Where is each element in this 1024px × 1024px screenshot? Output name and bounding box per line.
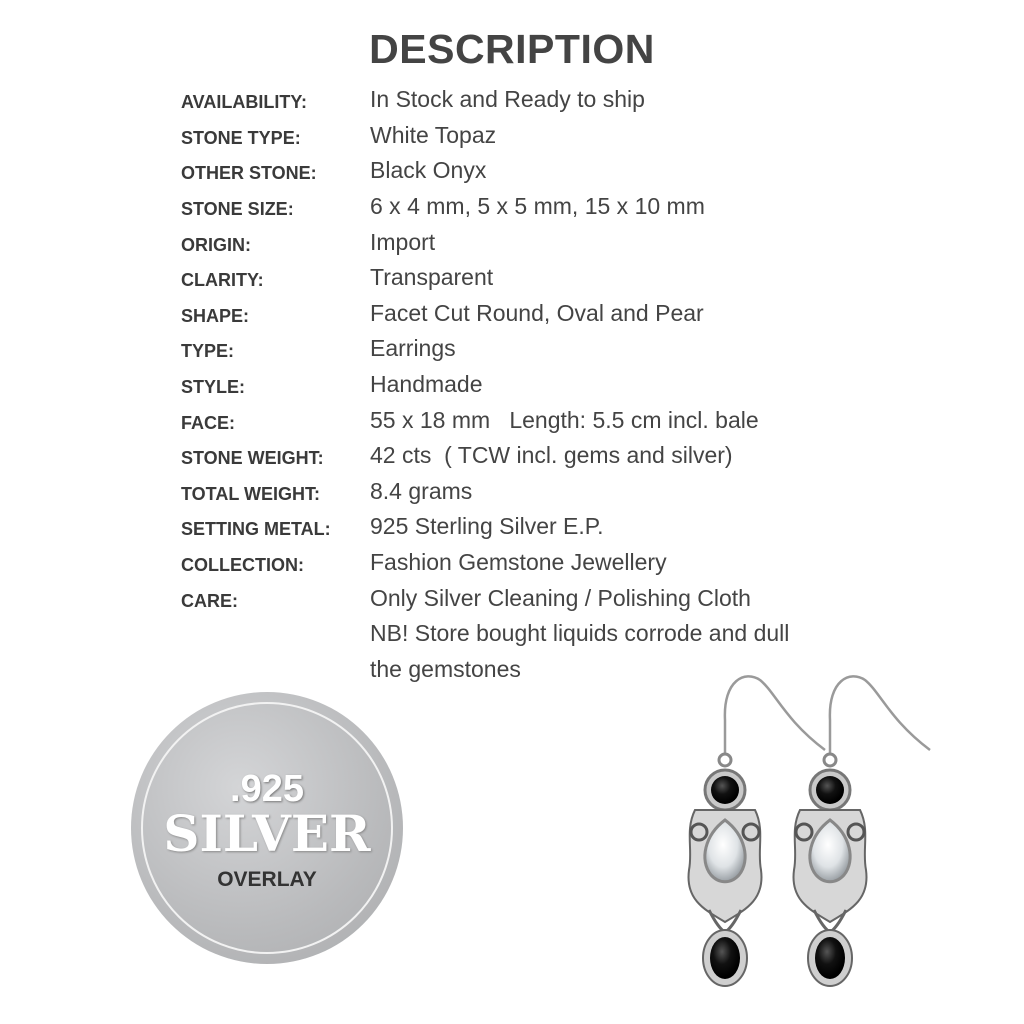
spec-value: 925 Sterling Silver E.P.: [370, 513, 604, 540]
spec-value: Only Silver Cleaning / Polishing Cloth: [370, 584, 751, 611]
spec-label: TOTAL WEIGHT:: [181, 483, 320, 504]
spec-row-stone-type: [181, 118, 789, 154]
spec-value: 42 cts ( TCW incl. gems and silver): [370, 442, 733, 469]
spec-label: COLLECTION:: [181, 555, 304, 576]
spec-value: White Topaz: [370, 121, 497, 148]
spec-row-total-weight: [181, 474, 789, 510]
care-note: the gemstones: [370, 655, 521, 682]
spec-row-setting-metal: [181, 509, 789, 545]
spec-label: TYPE:: [181, 341, 235, 362]
spec-label: AVAILABILITY:: [181, 92, 307, 113]
badge-overlay: OVERLAY: [217, 868, 317, 891]
spec-label: SETTING METAL:: [181, 519, 331, 540]
earring-right: [793, 676, 930, 986]
page-title: DESCRIPTION: [369, 26, 655, 72]
spec-row-stone-size: [181, 189, 789, 225]
spec-label: STYLE:: [181, 377, 246, 398]
spec-value: Black Onyx: [370, 157, 487, 184]
spec-label: FACE:: [181, 412, 235, 433]
spec-list: [181, 82, 789, 687]
spec-row-style: [181, 367, 789, 403]
earrings-photo: [600, 660, 940, 1020]
spec-label: SHAPE:: [181, 305, 250, 326]
spec-value: Handmade: [370, 371, 483, 398]
spec-value: Facet Cut Round, Oval and Pear: [370, 299, 704, 326]
spec-row-stone-weight: [181, 438, 789, 474]
spec-label: STONE WEIGHT:: [181, 448, 324, 469]
spec-row-clarity: [181, 260, 789, 296]
spec-value: Import: [370, 228, 436, 255]
spec-label: CLARITY:: [181, 270, 264, 291]
spec-row-shape: [181, 296, 789, 332]
spec-value: Earrings: [370, 335, 456, 362]
spec-value: 8.4 grams: [370, 477, 473, 504]
spec-value: In Stock and Ready to ship: [370, 86, 645, 113]
care-note: NB! Store bought liquids corrode and dull: [370, 620, 790, 647]
spec-value: Fashion Gemstone Jewellery: [370, 549, 667, 576]
spec-label: STONE TYPE:: [181, 127, 301, 148]
silver-overlay-badge: [131, 692, 403, 964]
spec-label: CARE:: [181, 590, 238, 611]
badge-purity: .925: [230, 768, 304, 810]
spec-label: ORIGIN:: [181, 234, 251, 255]
spec-value: 55 x 18 mm Length: 5.5 cm incl. bale: [370, 406, 759, 433]
spec-row-type: [181, 331, 789, 367]
badge-silver: SILVER: [163, 804, 371, 863]
spec-label: OTHER STONE:: [181, 163, 317, 184]
spec-value: Transparent: [370, 264, 494, 291]
spec-row-care: [181, 580, 789, 616]
spec-row-availability: [181, 82, 789, 118]
spec-row-collection: [181, 545, 789, 581]
care-note-line: [181, 616, 789, 652]
spec-row-face: [181, 402, 789, 438]
spec-label: STONE SIZE:: [181, 199, 294, 220]
spec-row-other-stone: [181, 153, 789, 189]
spec-value: 6 x 4 mm, 5 x 5 mm, 15 x 10 mm: [370, 193, 705, 220]
spec-row-origin: [181, 224, 789, 260]
